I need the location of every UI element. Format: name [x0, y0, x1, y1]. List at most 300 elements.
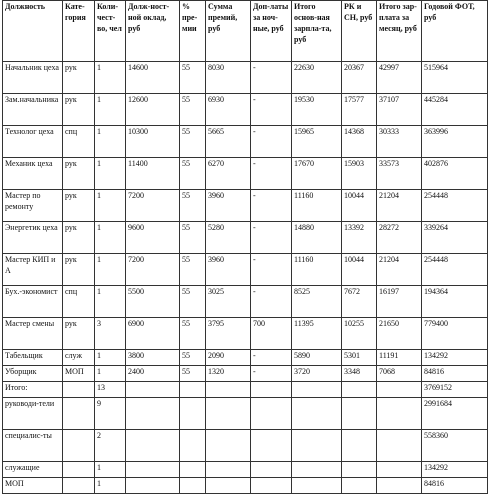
table-row	[3, 126, 488, 158]
table-cell	[126, 350, 180, 366]
table-cell	[422, 318, 488, 350]
table-cell	[422, 398, 488, 430]
cell-value: Итого:	[5, 383, 28, 392]
table-cell	[292, 126, 342, 158]
cell-value: 3769152	[424, 383, 452, 392]
table-cell	[3, 126, 63, 158]
cell-value: 5500	[128, 287, 144, 296]
table-cell	[126, 382, 180, 398]
table-cell	[63, 158, 95, 190]
cell-value: 84816	[424, 367, 444, 376]
cell-value: 700	[253, 319, 265, 328]
table-cell	[206, 222, 251, 254]
cell-value: Бух.-экономист	[5, 287, 58, 296]
table-cell	[377, 398, 422, 430]
cell-value: 7068	[379, 367, 395, 376]
table-cell	[206, 190, 251, 222]
cell-value: Энергетик цеха	[5, 223, 58, 232]
table-cell	[342, 318, 377, 350]
table-cell	[342, 398, 377, 430]
column-header	[292, 1, 342, 62]
table-cell	[180, 158, 206, 190]
table-row	[3, 462, 488, 478]
cell-value: 445284	[424, 95, 448, 104]
cell-value: 55	[182, 63, 190, 72]
payroll-document	[2, 0, 487, 488]
cell-value: МОП	[65, 367, 84, 376]
table-cell	[3, 350, 63, 366]
table-cell	[251, 318, 292, 350]
table-cell	[126, 430, 180, 462]
table-row	[3, 62, 488, 94]
cell-value: 2991684	[424, 399, 452, 408]
cell-value: -	[253, 95, 256, 104]
cell-value: 1	[97, 159, 101, 168]
cell-value: спц	[65, 287, 78, 296]
table-cell	[251, 366, 292, 382]
cell-value: 3025	[208, 287, 224, 296]
cell-value: 515964	[424, 63, 448, 72]
cell-value: -	[253, 367, 256, 376]
cell-value: рук	[65, 319, 77, 328]
cell-value: 15903	[344, 159, 364, 168]
cell-value: 3800	[128, 351, 144, 360]
table-cell	[180, 94, 206, 126]
column-header	[251, 1, 292, 62]
cell-value: 134292	[424, 351, 448, 360]
table-cell	[342, 126, 377, 158]
table-cell	[206, 382, 251, 398]
table-cell	[206, 478, 251, 494]
column-header	[180, 1, 206, 62]
cell-value: 11160	[294, 255, 314, 264]
table-cell	[126, 318, 180, 350]
cell-value: 1	[97, 63, 101, 72]
table-cell	[342, 382, 377, 398]
table-cell	[95, 318, 126, 350]
cell-value: 254448	[424, 255, 448, 264]
table-row	[3, 350, 488, 366]
cell-value: рук	[65, 223, 77, 232]
cell-value: 55	[182, 287, 190, 296]
cell-value: Мастер смены	[5, 319, 55, 328]
cell-value: 9	[97, 399, 101, 408]
table-cell	[95, 222, 126, 254]
table-cell	[377, 366, 422, 382]
table-cell	[251, 430, 292, 462]
table-cell	[95, 286, 126, 318]
table-cell	[95, 62, 126, 94]
cell-value: 14880	[294, 223, 314, 232]
table-cell	[342, 286, 377, 318]
cell-value: Табельщик	[5, 351, 43, 360]
cell-value: 779400	[424, 319, 448, 328]
table-cell	[377, 126, 422, 158]
cell-value: 37107	[379, 95, 399, 104]
table-cell	[342, 350, 377, 366]
table-cell	[180, 222, 206, 254]
table-cell	[180, 62, 206, 94]
table-cell	[206, 318, 251, 350]
table-cell	[292, 62, 342, 94]
table-cell	[377, 350, 422, 366]
table-cell	[342, 366, 377, 382]
cell-value: -	[253, 191, 256, 200]
table-cell	[180, 478, 206, 494]
table-cell	[422, 62, 488, 94]
table-cell	[95, 478, 126, 494]
table-cell	[422, 190, 488, 222]
table-cell	[422, 366, 488, 382]
table-cell	[342, 430, 377, 462]
table-cell	[126, 398, 180, 430]
table-cell	[251, 382, 292, 398]
table-row	[3, 398, 488, 430]
cell-value: 558360	[424, 431, 448, 440]
table-row	[3, 158, 488, 190]
cell-value: 6270	[208, 159, 224, 168]
table-cell	[251, 478, 292, 494]
cell-value: 17670	[294, 159, 314, 168]
cell-value: 21650	[379, 319, 399, 328]
table-cell	[251, 158, 292, 190]
cell-value: руководи-тели	[5, 399, 55, 408]
table-cell	[342, 94, 377, 126]
table-cell	[377, 94, 422, 126]
table-cell	[63, 366, 95, 382]
cell-value: 55	[182, 319, 190, 328]
table-cell	[422, 254, 488, 286]
cell-value: служащие	[5, 463, 40, 472]
table-cell	[180, 350, 206, 366]
cell-value: 1	[97, 287, 101, 296]
cell-value: Начальник цеха	[5, 63, 59, 72]
table-cell	[3, 158, 63, 190]
cell-value: 55	[182, 159, 190, 168]
table-cell	[95, 94, 126, 126]
table-cell	[206, 254, 251, 286]
cell-value: Уборщик	[5, 367, 37, 376]
cell-value: 402876	[424, 159, 448, 168]
table-cell	[180, 190, 206, 222]
cell-value: Зам.начальника	[5, 95, 59, 104]
table-cell	[126, 158, 180, 190]
table-cell	[95, 430, 126, 462]
cell-value: 339264	[424, 223, 448, 232]
table-cell	[126, 366, 180, 382]
table-cell	[63, 478, 95, 494]
table-cell	[292, 382, 342, 398]
column-header	[342, 1, 377, 62]
cell-value: 2090	[208, 351, 224, 360]
table-row	[3, 222, 488, 254]
table-cell	[206, 286, 251, 318]
table-cell	[180, 286, 206, 318]
table-cell	[377, 430, 422, 462]
table-cell	[292, 478, 342, 494]
table-cell	[3, 398, 63, 430]
column-header-label: Годовой ФОТ, руб	[424, 2, 475, 22]
table-cell	[3, 190, 63, 222]
cell-value: 1	[97, 95, 101, 104]
table-cell	[292, 366, 342, 382]
table-cell	[251, 190, 292, 222]
table-cell	[206, 462, 251, 478]
table-cell	[126, 126, 180, 158]
table-cell	[377, 462, 422, 478]
table-cell	[377, 222, 422, 254]
table-cell	[292, 190, 342, 222]
table-cell	[126, 94, 180, 126]
table-cell	[292, 350, 342, 366]
cell-value: 28272	[379, 223, 399, 232]
table-cell	[63, 62, 95, 94]
cell-value: 14600	[128, 63, 148, 72]
cell-value: 21204	[379, 255, 399, 264]
table-cell	[251, 222, 292, 254]
column-header-label: Сумма премий, руб	[208, 2, 238, 33]
column-header	[95, 1, 126, 62]
table-cell	[251, 126, 292, 158]
column-header-label: % пре-мии	[182, 2, 198, 33]
table-row	[3, 254, 488, 286]
table-cell	[292, 94, 342, 126]
table-cell	[342, 158, 377, 190]
cell-value: 16197	[379, 287, 399, 296]
table-cell	[63, 430, 95, 462]
table-cell	[95, 382, 126, 398]
table-cell	[206, 366, 251, 382]
cell-value: -	[253, 351, 256, 360]
cell-value: 10300	[128, 127, 148, 136]
table-cell	[377, 286, 422, 318]
cell-value: 20367	[344, 63, 364, 72]
table-cell	[342, 462, 377, 478]
cell-value: 7200	[128, 191, 144, 200]
cell-value: служ	[65, 351, 82, 360]
table-cell	[3, 62, 63, 94]
table-cell	[422, 126, 488, 158]
table-cell	[63, 126, 95, 158]
cell-value: 3960	[208, 191, 224, 200]
cell-value: 55	[182, 255, 190, 264]
table-row	[3, 366, 488, 382]
cell-value: 1	[97, 127, 101, 136]
cell-value: 134292	[424, 463, 448, 472]
table-cell	[206, 126, 251, 158]
cell-value: 1320	[208, 367, 224, 376]
cell-value: 17577	[344, 95, 364, 104]
table-cell	[251, 62, 292, 94]
cell-value: 14368	[344, 127, 364, 136]
table-cell	[377, 190, 422, 222]
cell-value: 55	[182, 127, 190, 136]
table-cell	[292, 286, 342, 318]
cell-value: 42997	[379, 63, 399, 72]
table-cell	[63, 382, 95, 398]
cell-value: -	[253, 287, 256, 296]
table-cell	[422, 286, 488, 318]
table-cell	[180, 382, 206, 398]
table-cell	[377, 382, 422, 398]
table-row	[3, 318, 488, 350]
cell-value: 10255	[344, 319, 364, 328]
table-cell	[292, 318, 342, 350]
cell-value: 1	[97, 255, 101, 264]
cell-value: 55	[182, 367, 190, 376]
table-cell	[95, 398, 126, 430]
cell-value: 55	[182, 191, 190, 200]
cell-value: рук	[65, 95, 77, 104]
column-header	[377, 1, 422, 62]
table-cell	[95, 462, 126, 478]
cell-value: 55	[182, 223, 190, 232]
cell-value: -	[253, 255, 256, 264]
table-cell	[3, 286, 63, 318]
table-cell	[251, 398, 292, 430]
cell-value: 19530	[294, 95, 314, 104]
table-cell	[180, 254, 206, 286]
cell-value: 1	[97, 191, 101, 200]
cell-value: 3	[97, 319, 101, 328]
cell-value: рук	[65, 255, 77, 264]
column-header-label: Итого основ-ная зарпла-та, руб	[294, 2, 332, 44]
cell-value: 33573	[379, 159, 399, 168]
cell-value: -	[253, 159, 256, 168]
table-cell	[95, 190, 126, 222]
table-cell	[63, 462, 95, 478]
cell-value: 1	[97, 223, 101, 232]
table-row	[3, 430, 488, 462]
table-cell	[342, 254, 377, 286]
table-cell	[292, 462, 342, 478]
table-cell	[95, 158, 126, 190]
table-cell	[3, 222, 63, 254]
table-cell	[63, 94, 95, 126]
table-cell	[251, 254, 292, 286]
cell-value: Механик цеха	[5, 159, 53, 168]
cell-value: 9600	[128, 223, 144, 232]
table-cell	[292, 398, 342, 430]
table-cell	[206, 430, 251, 462]
cell-value: спц	[65, 127, 78, 136]
cell-value: 13	[97, 383, 105, 392]
table-cell	[206, 94, 251, 126]
table-row	[3, 478, 488, 494]
table-cell	[251, 462, 292, 478]
table-cell	[292, 254, 342, 286]
table-cell	[422, 94, 488, 126]
table-cell	[95, 254, 126, 286]
table-cell	[251, 350, 292, 366]
column-header-label: Доп-латы за ноч-ные, руб	[253, 2, 289, 33]
cell-value: -	[253, 63, 256, 72]
table-cell	[206, 62, 251, 94]
table-cell	[3, 366, 63, 382]
table-row	[3, 190, 488, 222]
cell-value: 254448	[424, 191, 448, 200]
cell-value: 2	[97, 431, 101, 440]
table-cell	[251, 286, 292, 318]
table-cell	[3, 430, 63, 462]
cell-value: специалис-ты	[5, 431, 52, 440]
cell-value: 6930	[208, 95, 224, 104]
table-cell	[377, 478, 422, 494]
table-row	[3, 94, 488, 126]
table-cell	[422, 158, 488, 190]
table-cell	[292, 222, 342, 254]
cell-value: 11400	[128, 159, 148, 168]
cell-value: 22630	[294, 63, 314, 72]
table-cell	[180, 462, 206, 478]
column-header-label: Должность	[5, 2, 46, 11]
table-row	[3, 382, 488, 398]
table-cell	[126, 478, 180, 494]
cell-value: 11191	[379, 351, 399, 360]
cell-value: -	[253, 127, 256, 136]
table-cell	[342, 222, 377, 254]
cell-value: 1	[97, 351, 101, 360]
table-cell	[180, 366, 206, 382]
table-cell	[292, 158, 342, 190]
table-cell	[342, 478, 377, 494]
table-cell	[126, 222, 180, 254]
cell-value: 7672	[344, 287, 360, 296]
table-cell	[206, 158, 251, 190]
table-cell	[422, 430, 488, 462]
table-cell	[251, 94, 292, 126]
cell-value: рук	[65, 159, 77, 168]
cell-value: Технолог цеха	[5, 127, 54, 136]
cell-value: 21204	[379, 191, 399, 200]
column-header	[63, 1, 95, 62]
table-cell	[422, 222, 488, 254]
table-cell	[377, 158, 422, 190]
table-cell	[95, 126, 126, 158]
table-cell	[206, 350, 251, 366]
column-header	[422, 1, 488, 62]
table-cell	[126, 462, 180, 478]
cell-value: 15965	[294, 127, 314, 136]
cell-value: 10044	[344, 255, 364, 264]
cell-value: 363996	[424, 127, 448, 136]
column-header-label: РК и СН, руб	[344, 2, 373, 22]
cell-value: Мастер КИП и А	[5, 255, 56, 275]
table-cell	[126, 286, 180, 318]
cell-value: 8030	[208, 63, 224, 72]
table-cell	[422, 462, 488, 478]
table-cell	[126, 62, 180, 94]
table-cell	[63, 350, 95, 366]
cell-value: 30333	[379, 127, 399, 136]
cell-value: 3348	[344, 367, 360, 376]
cell-value: 5665	[208, 127, 224, 136]
column-header	[206, 1, 251, 62]
column-header-label: Долж-ност-ной оклад, руб	[128, 2, 170, 33]
cell-value: Мастер по ремонту	[5, 191, 41, 211]
table-cell	[180, 398, 206, 430]
cell-value: 13392	[344, 223, 364, 232]
table-body	[3, 62, 488, 494]
cell-value: 12600	[128, 95, 148, 104]
cell-value: 84816	[424, 479, 444, 488]
table-cell	[3, 254, 63, 286]
cell-value: 3720	[294, 367, 310, 376]
cell-value: МОП	[5, 479, 24, 488]
table-cell	[377, 254, 422, 286]
cell-value: 5280	[208, 223, 224, 232]
table-cell	[63, 286, 95, 318]
